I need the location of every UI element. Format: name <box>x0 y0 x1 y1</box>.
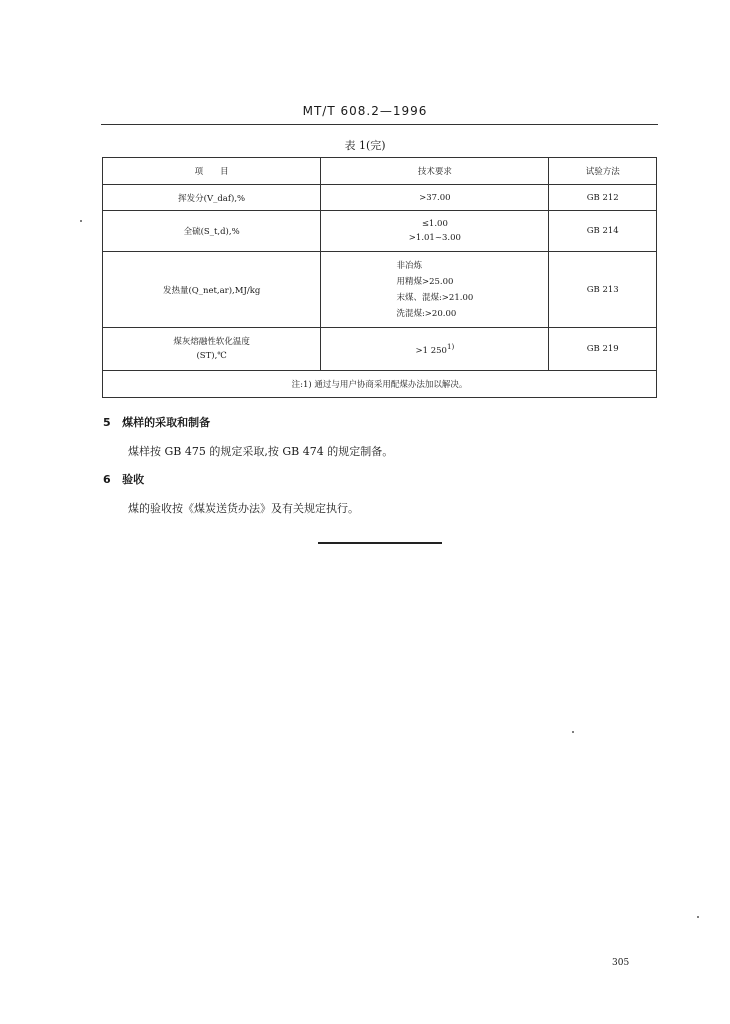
standard-code: MT/T 608.2—1996 <box>302 104 428 118</box>
col-header-method: 试验方法 <box>549 158 657 185</box>
requirement-line: 非冶炼 <box>396 260 422 271</box>
scan-speck <box>572 731 574 733</box>
table-row-sulfur <box>103 211 657 252</box>
requirement-line: >1.01~3.00 <box>408 233 461 243</box>
requirement-value: >1 250 <box>415 345 447 356</box>
table-caption: 表 1(完) <box>344 139 386 152</box>
item-line: (ST),℃ <box>196 351 227 361</box>
footnote-ref: 1) <box>446 342 455 352</box>
section-6-body: 煤的验收按《煤炭送货办法》及有关规定执行。 <box>128 502 359 515</box>
cell-requirement <box>321 252 549 328</box>
requirement-line: 洗混煤:>20.00 <box>396 308 457 319</box>
cell-requirement: >37.00 <box>321 185 549 211</box>
end-rule <box>318 542 442 544</box>
cell-item <box>103 328 321 371</box>
scan-speck <box>80 220 82 222</box>
cell-requirement <box>321 211 549 252</box>
table-note: 注:1) 通过与用户协商采用配煤办法加以解决。 <box>103 371 657 398</box>
page-number: 305 <box>612 958 630 968</box>
heat-requirement-block <box>396 258 473 322</box>
item-line: 煤灰熔融性软化温度 <box>173 337 250 347</box>
cell-item: 挥发分(V_daf),% <box>103 185 321 211</box>
section-number: 5 <box>103 416 111 429</box>
section-5-heading <box>103 414 210 430</box>
scan-speck <box>697 916 699 918</box>
table-note-row <box>103 371 657 398</box>
requirement-line <box>396 274 473 290</box>
requirement-value: >25.00 <box>421 276 454 287</box>
cell-method: GB 212 <box>549 185 657 211</box>
header-rule <box>101 124 658 125</box>
section-number: 6 <box>103 473 111 486</box>
table-header-row <box>103 158 657 185</box>
section-5-body: 煤样按 GB 475 的规定采取,按 GB 474 的规定制备。 <box>128 445 394 458</box>
cell-method: GB 213 <box>549 252 657 328</box>
section-title: 验收 <box>122 473 145 486</box>
cell-item: 发热量(Q_net,ar),MJ/kg <box>103 252 321 328</box>
requirement-line: 末煤、混煤:>21.00 <box>396 292 474 303</box>
cell-item: 全硫(S_t,d),% <box>103 211 321 252</box>
requirement-line: ≤1.00 <box>421 219 448 229</box>
table-row-heat <box>103 252 657 328</box>
cell-requirement <box>321 328 549 371</box>
col-header-item: 项 目 <box>103 158 321 185</box>
table-row-ash-fusion <box>103 328 657 371</box>
table-row-volatile <box>103 185 657 211</box>
section-6-heading <box>103 471 144 487</box>
col-header-requirement: 技术要求 <box>321 158 549 185</box>
section-title: 煤样的采取和制备 <box>122 416 211 429</box>
requirement-label: 用精煤 <box>396 276 422 287</box>
spec-table <box>102 157 657 398</box>
cell-method: GB 219 <box>549 328 657 371</box>
cell-method: GB 214 <box>549 211 657 252</box>
